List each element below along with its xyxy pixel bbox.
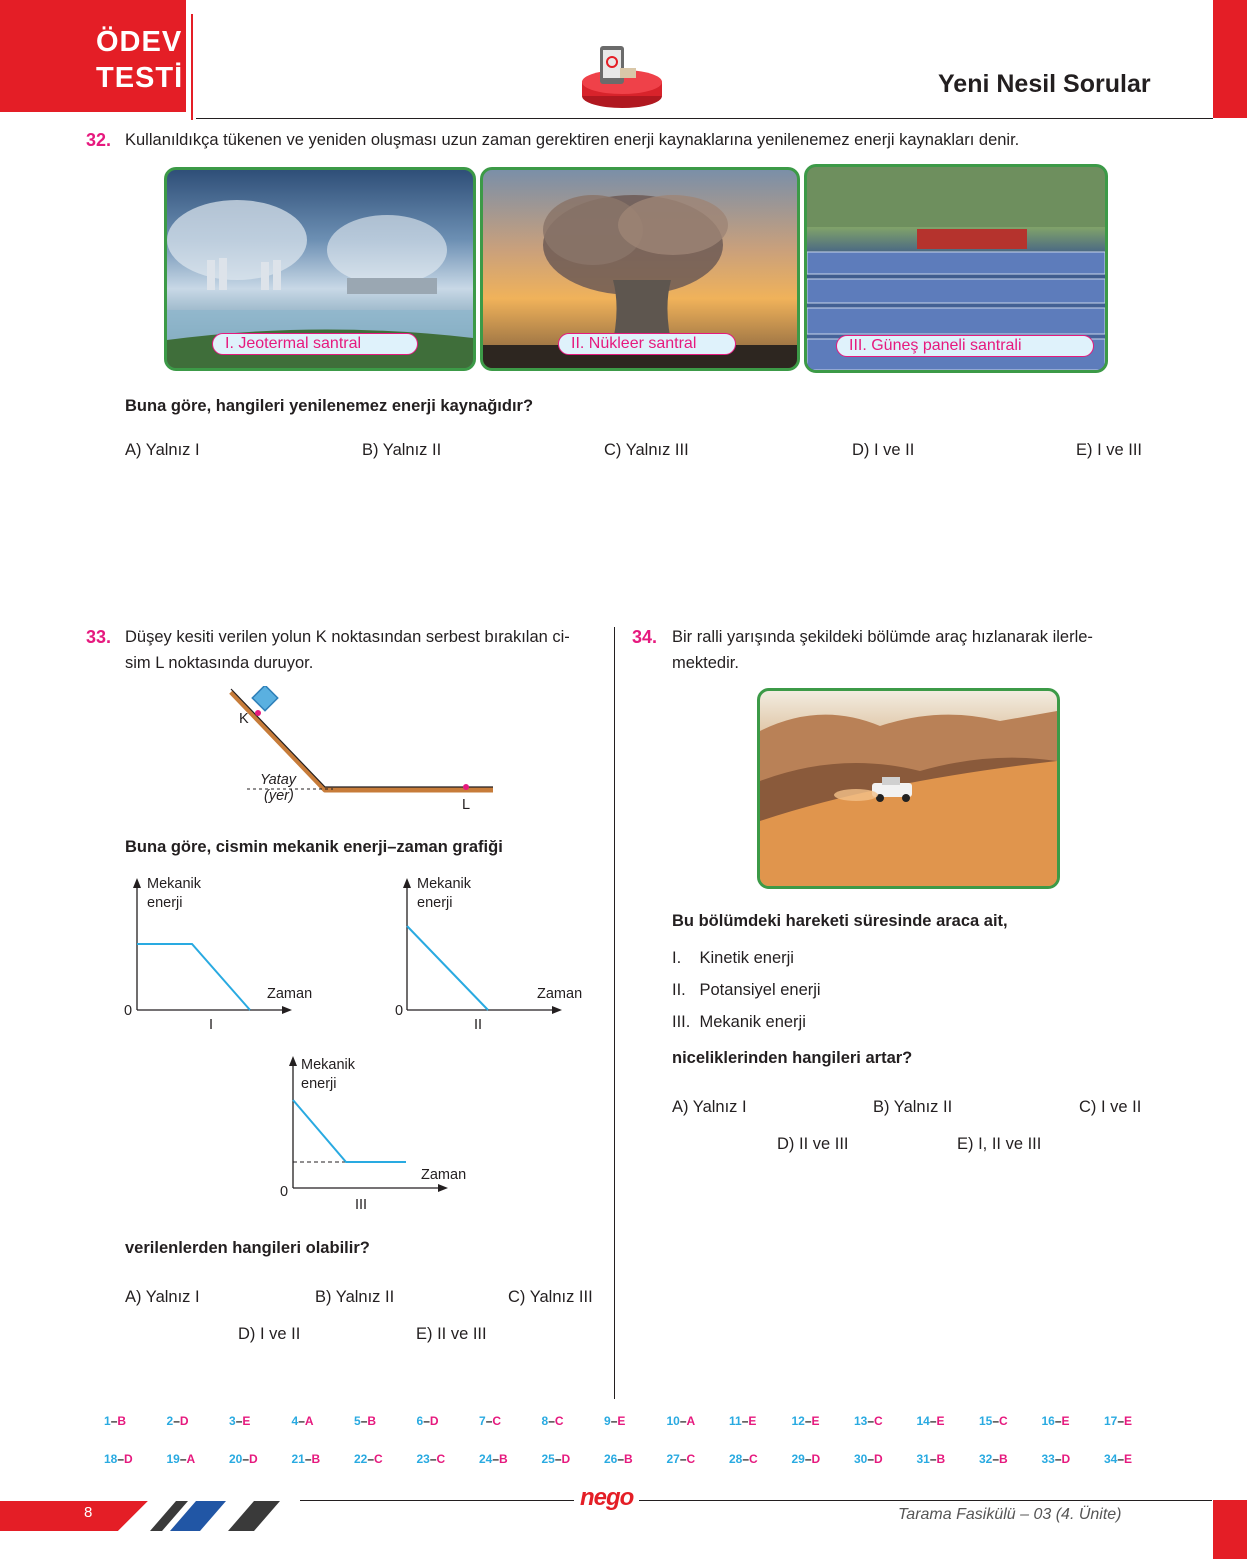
q33-option-e[interactable]: E) II ve III — [416, 1325, 487, 1343]
answer-key-number: 20 — [229, 1452, 243, 1466]
graph-2-roman: II — [474, 1017, 483, 1033]
answer-key-letter: C — [999, 1414, 1008, 1428]
answer-key-number: 21 — [291, 1452, 305, 1466]
answer-key-entry — [729, 1452, 758, 1466]
graph-3-origin: 0 — [280, 1184, 289, 1200]
answer-key-entry — [542, 1452, 571, 1466]
answer-key-letter: E — [1124, 1414, 1133, 1428]
graph-2-origin: 0 — [395, 1003, 404, 1019]
answer-key-letter: E — [1124, 1452, 1133, 1466]
answer-key-dash: – — [235, 1414, 243, 1428]
answer-key-letter: D — [561, 1452, 571, 1466]
answer-key-number: 22 — [354, 1452, 368, 1466]
answer-key-number: 16 — [1041, 1414, 1055, 1428]
q32-number: 32. — [86, 130, 112, 150]
graph-2-xlabel: Zaman — [537, 986, 583, 1002]
yer-label: (yer) — [264, 788, 294, 804]
answer-key-entry — [292, 1452, 321, 1466]
answer-key-letter: C — [492, 1414, 502, 1428]
q32-question: Buna göre, hangileri yenilenemez enerji kaynağıdır? — [125, 397, 534, 415]
answer-key-entry — [229, 1414, 250, 1428]
answer-key-dash: – — [242, 1452, 250, 1466]
answer-key-dash: – — [1054, 1452, 1062, 1466]
answer-key-entry — [604, 1414, 625, 1428]
q33-question-2: verilenlerden hangileri olabilir? — [125, 1239, 370, 1257]
answer-key-entry — [229, 1452, 258, 1466]
q33-option-d[interactable]: D) I ve II — [238, 1325, 301, 1343]
answer-key-entry — [792, 1452, 821, 1466]
answer-key-dash: – — [992, 1414, 1000, 1428]
column-divider — [614, 627, 615, 1399]
graph-3-xlabel: Zaman — [421, 1167, 467, 1183]
answer-key-letter: B — [936, 1452, 946, 1466]
answer-key-entry — [292, 1414, 314, 1428]
answer-key-number: 34 — [1104, 1452, 1118, 1466]
answer-key-number: 4 — [291, 1414, 299, 1428]
answer-key-dash: – — [617, 1452, 625, 1466]
answer-key-dash: – — [173, 1414, 180, 1428]
answer-key-entry — [167, 1452, 196, 1466]
answer-key-letter: C — [686, 1452, 696, 1466]
q34-question: Bu bölümdeki hareketi süresinde araca ait, — [672, 912, 1008, 930]
q34-option-c[interactable]: C) I ve II — [1079, 1098, 1142, 1116]
q33-text-line2: sim L noktasında duruyor. — [125, 654, 314, 672]
answer-key-number: 29 — [791, 1452, 805, 1466]
answer-key-dash: – — [429, 1452, 437, 1466]
answer-key-letter: D — [179, 1414, 189, 1428]
badge-line-1: ÖDEV — [96, 26, 183, 58]
answer-key-letter: E — [617, 1414, 626, 1428]
answer-key-dash: – — [117, 1452, 125, 1466]
answer-key-letter: E — [936, 1414, 945, 1428]
right-edge-bar — [1213, 0, 1247, 118]
answer-key-entry — [1042, 1452, 1071, 1466]
answer-key-letter: C — [436, 1452, 446, 1466]
q32-option-d[interactable]: D) I ve II — [852, 441, 915, 459]
answer-key-dash: – — [1117, 1414, 1125, 1428]
q33-question: Buna göre, cismin mekanik enerji–zaman grafiği — [125, 838, 503, 856]
answer-key-letter: B — [367, 1414, 377, 1428]
footer-rule — [300, 1500, 1212, 1501]
answer-key-number: 33 — [1041, 1452, 1055, 1466]
graph-2-ylabel-2: enerji — [417, 895, 453, 911]
answer-key-number: 23 — [416, 1452, 430, 1466]
answer-key-entry — [104, 1452, 133, 1466]
answer-key-number: 1 — [104, 1414, 111, 1428]
q34-item-3: III. Mekanik enerji — [672, 1013, 806, 1031]
answer-key-number: 26 — [604, 1452, 618, 1466]
answer-key-dash: – — [804, 1452, 812, 1466]
answer-key-number: 24 — [479, 1452, 493, 1466]
answer-key-dash: – — [929, 1414, 937, 1428]
answer-key-letter: B — [499, 1452, 508, 1466]
graph-1-line — [137, 944, 250, 1010]
answer-key-dash: – — [804, 1414, 812, 1428]
answer-key-dash: – — [1117, 1452, 1125, 1466]
graph-3-roman: III — [355, 1197, 368, 1213]
answer-key-dash: – — [1054, 1414, 1062, 1428]
footer-stripes — [0, 1497, 300, 1539]
answer-key-dash: – — [867, 1414, 875, 1428]
answer-key-number: 25 — [541, 1452, 555, 1466]
graph-2-ylabel-1: Mekanik — [417, 876, 471, 892]
q34-item-1: I. Kinetik enerji — [672, 949, 794, 967]
q33-option-b[interactable]: B) Yalnız II — [315, 1288, 395, 1306]
answer-key-dash: – — [679, 1414, 687, 1428]
graph-1-roman: I — [209, 1017, 214, 1033]
q34-text-line1: Bir ralli yarışında şekildeki bölümde araç hızlanarak ilerle- — [672, 628, 1093, 646]
answer-key-letter: B — [999, 1452, 1008, 1466]
answer-key-number: 9 — [604, 1414, 611, 1428]
q33-number: 33. — [86, 627, 112, 647]
desert-rally-illustration — [760, 691, 1057, 886]
answer-key-number: 17 — [1104, 1414, 1118, 1428]
answer-key-entry — [917, 1452, 946, 1466]
phone-podium-icon — [576, 44, 668, 116]
answer-key-entry — [729, 1414, 756, 1428]
answer-key-dash: – — [554, 1452, 562, 1466]
answer-key-entry — [604, 1452, 633, 1466]
answer-key-dash: – — [304, 1452, 312, 1466]
answer-key-letter: E — [811, 1414, 820, 1428]
yatay-label: Yatay — [260, 772, 297, 788]
answer-key-number: 18 — [104, 1452, 118, 1466]
q33-option-a[interactable]: A) Yalnız I — [125, 1288, 200, 1306]
graph-1-ylabel-1: Mekanik — [147, 876, 201, 892]
answer-key-entry — [167, 1414, 189, 1428]
answer-key-dash: – — [298, 1414, 305, 1428]
answer-key-number: 7 — [479, 1414, 486, 1428]
answer-key-letter: A — [304, 1414, 314, 1428]
answer-key-entry — [979, 1414, 1008, 1428]
answer-key-entry — [854, 1452, 883, 1466]
q34-question-2: niceliklerinden hangileri artar? — [672, 1049, 913, 1067]
answer-key-number: 27 — [666, 1452, 680, 1466]
page-number: 8 — [84, 1504, 93, 1521]
q32-option-e[interactable]: E) I ve III — [1076, 441, 1143, 459]
answer-key-entry — [479, 1452, 508, 1466]
answer-key-dash: – — [485, 1414, 493, 1428]
answer-key-dash: – — [741, 1414, 749, 1428]
q34-option-d[interactable]: D) II ve III — [777, 1135, 849, 1153]
graph-1-origin: 0 — [124, 1003, 133, 1019]
answer-key-letter: C — [874, 1414, 883, 1428]
q33-text-line1: Düşey kesiti verilen yolun K noktasından serbest bırakılan ci- — [125, 628, 570, 646]
answer-key-letter: D — [811, 1452, 821, 1466]
answer-key-number: 11 — [729, 1414, 742, 1428]
answer-key-number: 30 — [854, 1452, 868, 1466]
answer-key-letter: D — [249, 1452, 258, 1466]
publisher-logo: nego — [574, 1484, 639, 1512]
answer-key-number: 15 — [979, 1414, 993, 1428]
answer-key-entry — [354, 1452, 383, 1466]
answer-key-number: 12 — [791, 1414, 805, 1428]
answer-key-letter: D — [1061, 1452, 1071, 1466]
answer-key-letter: E — [242, 1414, 251, 1428]
point-k-label: K — [239, 711, 249, 727]
answer-key-entry — [1104, 1414, 1132, 1428]
point-l-label: L — [462, 797, 471, 813]
answer-key-number: 31 — [916, 1452, 930, 1466]
answer-key-letter: C — [554, 1414, 564, 1428]
answer-key-letter: D — [429, 1414, 439, 1428]
answer-key-letter: E — [1061, 1414, 1070, 1428]
q32-text: Kullanıldıkça tükenen ve yeniden oluşması uzun zaman gerektiren enerji kaynaklarına yenilenemez enerji kaynakları denir. — [125, 131, 1020, 149]
answer-key-dash: – — [610, 1414, 618, 1428]
graph-3-ylabel-2: enerji — [301, 1076, 337, 1092]
header-rule — [196, 118, 1213, 119]
q34-option-a[interactable]: A) Yalnız I — [672, 1098, 747, 1116]
answer-key-letter: E — [748, 1414, 757, 1428]
answer-key-entry — [1104, 1452, 1132, 1466]
answer-key-number: 8 — [541, 1414, 549, 1428]
answer-key-letter: A — [186, 1452, 196, 1466]
answer-key-dash: – — [179, 1452, 187, 1466]
graph-1-ylabel-2: enerji — [147, 895, 183, 911]
answer-key-dash: – — [679, 1452, 687, 1466]
badge-line-2: TESTİ — [96, 62, 184, 94]
answer-key-entry — [104, 1414, 126, 1428]
q32-option-a[interactable]: A) Yalnız I — [125, 441, 200, 459]
answer-key-dash: – — [548, 1414, 555, 1428]
answer-key-entry — [417, 1414, 439, 1428]
q32-option-c[interactable]: C) Yalnız III — [604, 441, 689, 459]
answer-key-number: 14 — [916, 1414, 930, 1428]
answer-key-dash: – — [360, 1414, 368, 1428]
photo-desert-rally — [757, 688, 1060, 889]
answer-key-letter: C — [749, 1452, 758, 1466]
caption-nuclear: II. Nükleer santral — [558, 333, 736, 355]
answer-key-dash: – — [367, 1452, 375, 1466]
answer-key-entry — [854, 1414, 883, 1428]
answer-key-dash: – — [492, 1452, 500, 1466]
graph-1-xlabel: Zaman — [267, 986, 313, 1002]
answer-key-entry — [354, 1414, 376, 1428]
caption-geothermal: I. Jeotermal santral — [212, 333, 418, 355]
answer-key-letter: B — [624, 1452, 633, 1466]
answer-key-number: 6 — [416, 1414, 424, 1428]
q32-option-b[interactable]: B) Yalnız II — [362, 441, 442, 459]
q34-item-2: II. Potansiyel enerji — [672, 981, 821, 999]
answer-key-dash: – — [867, 1452, 875, 1466]
answer-key-dash: – — [992, 1452, 1000, 1466]
answer-key-letter: B — [117, 1414, 127, 1428]
answer-key-entry — [479, 1414, 501, 1428]
answer-key-number: 10 — [666, 1414, 680, 1428]
page-title: Yeni Nesil Sorular — [938, 70, 1151, 98]
answer-key-number: 32 — [979, 1452, 993, 1466]
series-title: Tarama Fasikülü – 03 (4. Ünite) — [898, 1506, 1122, 1523]
caption-solar: III. Güneş paneli santrali — [836, 335, 1094, 357]
answer-key-entry — [667, 1452, 696, 1466]
answer-key-number: 3 — [229, 1414, 236, 1428]
answer-key-dash: – — [742, 1452, 750, 1466]
answer-key-letter: D — [874, 1452, 883, 1466]
graph-3-ylabel-1: Mekanik — [301, 1057, 355, 1073]
answer-key-number: 28 — [729, 1452, 743, 1466]
answer-key-letter: A — [686, 1414, 696, 1428]
q34-text-line2: mektedir. — [672, 654, 739, 672]
answer-key-letter: B — [311, 1452, 321, 1466]
block-object — [252, 686, 277, 711]
q34-option-b[interactable]: B) Yalnız II — [873, 1098, 953, 1116]
q34-number: 34. — [632, 627, 658, 647]
answer-key-entry — [917, 1414, 945, 1428]
answer-key-dash: – — [929, 1452, 937, 1466]
header-badge-divider — [191, 14, 193, 120]
answer-key-letter: D — [124, 1452, 133, 1466]
answer-key-number: 19 — [166, 1452, 180, 1466]
answer-key-number: 13 — [854, 1414, 868, 1428]
q33-option-c[interactable]: C) Yalnız III — [508, 1288, 593, 1306]
footer-edge-bar — [1213, 1500, 1247, 1559]
answer-key-entry — [1042, 1414, 1070, 1428]
answer-key-letter: C — [374, 1452, 383, 1466]
q34-option-e[interactable]: E) I, II ve III — [957, 1135, 1042, 1153]
answer-key-entry — [792, 1414, 820, 1428]
answer-key-dash: – — [110, 1414, 118, 1428]
answer-key-entry — [667, 1414, 696, 1428]
answer-key-entry — [979, 1452, 1008, 1466]
answer-key-dash: – — [423, 1414, 430, 1428]
graph-2-line — [407, 926, 488, 1010]
graph-3-line — [293, 1100, 406, 1162]
answer-key-number: 5 — [354, 1414, 361, 1428]
answer-key-entry — [542, 1414, 564, 1428]
answer-key-number: 2 — [166, 1414, 174, 1428]
answer-key-entry — [417, 1452, 446, 1466]
